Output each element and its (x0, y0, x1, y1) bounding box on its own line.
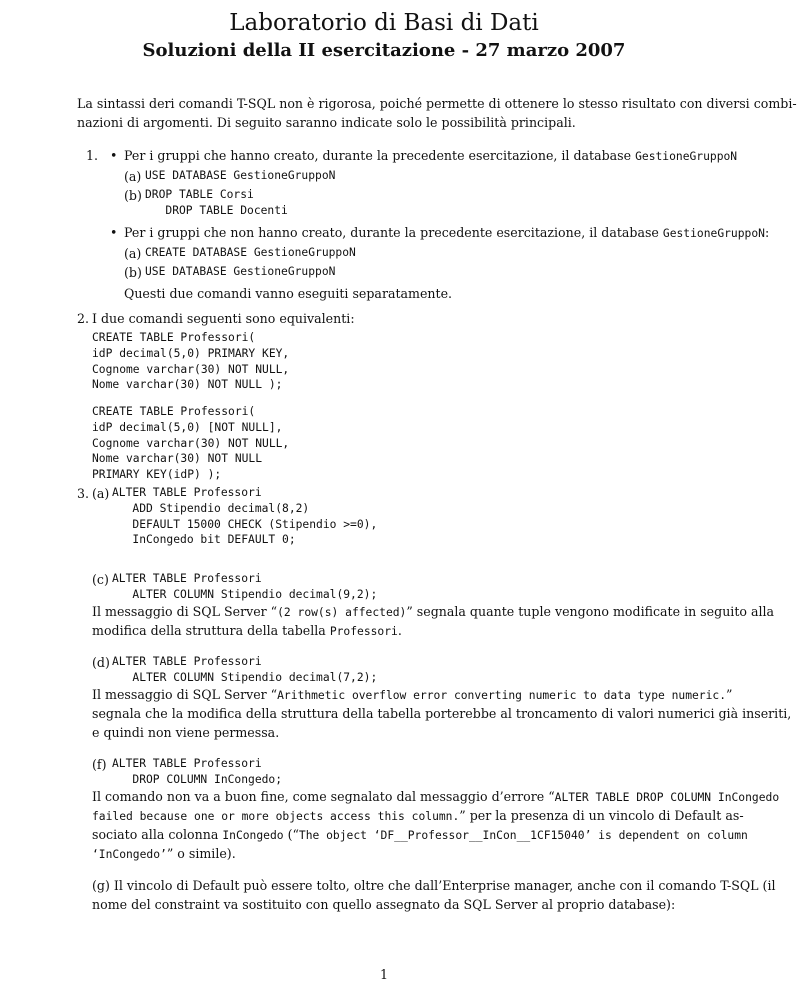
item-3-c-line-2 (92, 621, 402, 641)
item-3-g-line-2: nome del constraint va sostituito con quello assegnato da SQL Server al proprio database): (92, 897, 676, 912)
item-3-c-code: ALTER TABLE Professori ALTER COLUMN Stipendio decimal(9,2); (112, 572, 378, 601)
c-message-1: (2 row(s) affected) (277, 606, 407, 619)
c-table-name: Professori (329, 625, 398, 638)
f-text-4: (“ (283, 827, 299, 842)
bullet-2: • (110, 225, 118, 240)
f-text-1: Il comando non va a buon fine, come segnalato dal messaggio d’errore “ (92, 789, 555, 804)
item-2-code-1: CREATE TABLE Professori( idP decimal(5,0) PRIMARY KEY, Cognome varchar(30) NOT NULL, Nome varchar(30) NOT NULL ); (92, 331, 290, 392)
item-3-a-label: (a) (92, 486, 110, 501)
item-1-a2-code: CREATE DATABASE GestioneGruppoN (145, 246, 356, 259)
item-3-f-line-1 (92, 787, 779, 807)
f-message-5: ‘InCongedo’ (92, 848, 167, 861)
bullet-2-text: Per i gruppi che non hanno creato, durante la precedente esercitazione, il database (124, 225, 663, 240)
f-message-1: ALTER TABLE DROP COLUMN InCongedo (554, 791, 780, 804)
item-1-a1-label: (a) (124, 169, 142, 184)
item-2-text: I due comandi seguenti sono equivalenti: (92, 311, 355, 326)
f-message-2: failed because one or more objects access this column. (92, 810, 460, 823)
c-text-3: modifica della struttura della tabella (92, 623, 330, 638)
item-3-number: 3. (77, 486, 90, 501)
bullet-1-text: Per i gruppi che hanno creato, durante la precedente esercitazione, il database (124, 148, 636, 163)
item-3-f-code: ALTER TABLE Professori DROP COLUMN InCongedo; (112, 757, 283, 786)
item-3-c-label: (c) (92, 572, 109, 587)
item-3-d-code: ALTER TABLE Professori ALTER COLUMN Stipendio decimal(7,2); (112, 655, 378, 684)
item-1-bullet-2-text (124, 223, 769, 243)
item-3-g-line-1 (92, 876, 776, 895)
f-text-5: ” o simile). (166, 846, 236, 861)
item-3-c-line-1 (92, 602, 774, 622)
item-1-b2-code: USE DATABASE GestioneGruppoN (145, 265, 336, 278)
item-1-a1-code: USE DATABASE GestioneGruppoN (145, 169, 336, 182)
item-2-code-2: CREATE TABLE Professori( idP decimal(5,0) [NOT NULL], Cognome varchar(30) NOT NULL, Nome varchar(30) NOT NULL PRIMARY KEY(idP) ); (92, 405, 290, 482)
intro-line-2: nazioni di argomenti. Di seguito saranno indicate solo le possibilità principali. (77, 115, 576, 130)
f-column-name: InCongedo (222, 829, 284, 842)
bullet-2-suffix: : (764, 225, 770, 240)
item-3-d-label: (d) (92, 655, 110, 670)
document-title: Laboratorio di Basi di Dati (229, 10, 539, 36)
item-3-a-code: ALTER TABLE Professori ADD Stipendio decimal(8,2) DEFAULT 15000 CHECK (Stipendio >=0), InCongedo bit DEFAULT 0; (112, 486, 378, 547)
g-label: (g) (92, 878, 110, 893)
c-text-2: ” segnala quante tuple vengono modificate in seguito alla (406, 604, 775, 619)
d-text-2: ” (726, 687, 733, 702)
item-1-a2-label: (a) (124, 246, 142, 261)
item-3-d-line-1 (92, 685, 732, 705)
g-text-1: Il vincolo di Default può essere tolto, oltre che dall’Enterprise manager, anche con il comando T-SQL (il (113, 878, 776, 893)
item-1-b1-code: DROP TABLE Corsi DROP TABLE Docenti (145, 188, 288, 217)
item-2-number: 2. (77, 311, 90, 326)
item-3-f-line-4 (92, 844, 236, 864)
c-text-1: Il messaggio di SQL Server “ (92, 604, 278, 619)
page-number: 1 (379, 967, 388, 982)
item-3-f-label: (f) (92, 757, 107, 772)
item-1-b2-label: (b) (124, 265, 142, 280)
item-1-number: 1. (86, 148, 99, 163)
item-1-b1-label: (b) (124, 188, 142, 203)
c-text-4: . (397, 623, 402, 638)
item-3-d-line-3: e quindi non viene permessa. (92, 725, 280, 740)
d-text-1: Il messaggio di SQL Server “ (92, 687, 278, 702)
bullet-2-code: GestioneGruppoN (662, 227, 765, 240)
item-1-bullet-1-text (124, 146, 737, 166)
d-message-1: Arithmetic overflow error converting numeric to data type numeric. (277, 689, 727, 702)
item-3-f-line-2 (92, 806, 744, 826)
f-message-4: The object ‘DF__Professor__InCon__1CF15040’ is dependent on column (298, 829, 748, 842)
bullet-1-code: GestioneGruppoN (635, 150, 738, 163)
item-3-d-line-2: segnala che la modifica della struttura della tabella porterebbe al troncamento di valori numerici già inseriti, (92, 706, 792, 721)
f-text-2: ” per la presenza di un vincolo di Default as- (459, 808, 744, 823)
item-1-note: Questi due comandi vanno eseguiti separatamente. (124, 286, 453, 301)
intro-line-1: La sintassi deri comandi T-SQL non è rigorosa, poiché permette di ottenere lo stesso risultato con diversi combi- (77, 96, 797, 111)
bullet-1: • (110, 148, 118, 163)
document-subtitle: Soluzioni della II esercitazione - 27 marzo 2007 (142, 40, 626, 61)
f-text-3: sociato alla colonna (92, 827, 223, 842)
item-3-f-line-3 (92, 825, 748, 845)
